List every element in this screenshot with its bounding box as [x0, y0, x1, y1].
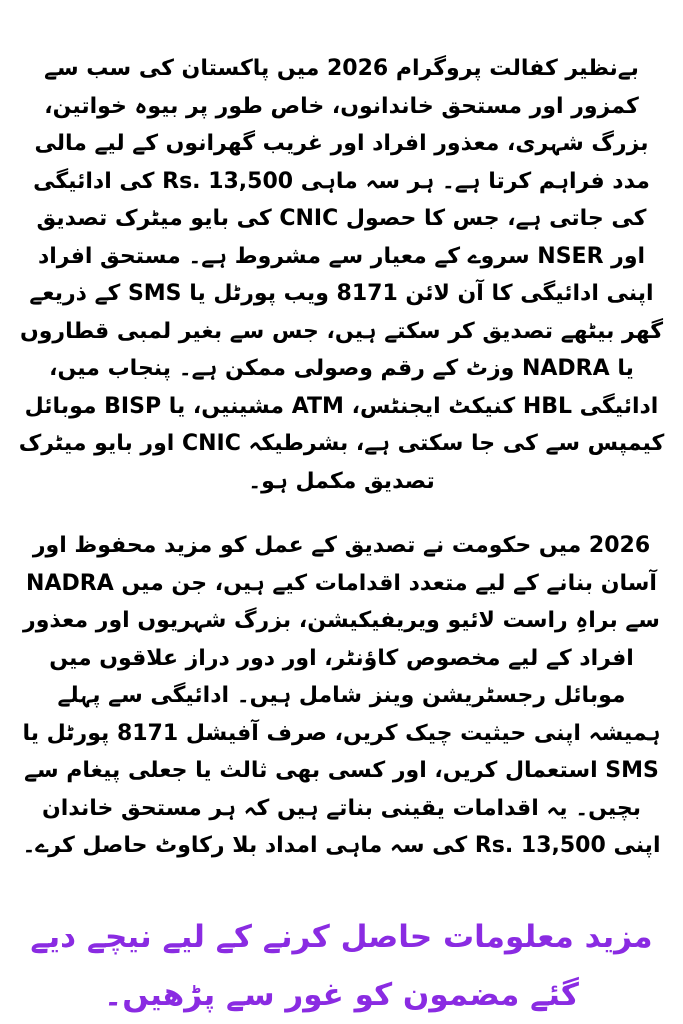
- read-more-callout: مزید معلومات حاصل کرنے کے لیے نیچے دیے گئے مضمون کو غور سے پڑھیں۔: [30, 919, 653, 1013]
- article-paragraph-2: 2026 میں حکومت نے تصدیق کے عمل کو مزید محفوظ اور آسان بنانے کے لیے متعدد اقدامات کیے ہیں، جن میں NADRA سے براہِ راست لائیو ویریفیکیشن، بزرگ شہریوں اور معذور افراد کے لیے مخصوص کاؤنٹر، اور دور دراز علاقوں میں موبائل رجسٹریشن وینز شامل ہیں۔ ادائیگی سے پہلے ہمیشہ اپنی حیثیت چیک کریں، صرف آفیشل 8171 پورٹل یا SMS استعمال کریں، اور کسی بھی ثالث یا جعلی پیغام سے بچیں۔ یہ اقدامات یقینی بناتے ہیں کہ ہر مستحق خاندان اپنی Rs. 13,500 کی سہ ماہی امداد بلا رکاوٹ حاصل کرے۔: [22, 533, 661, 858]
- article-paragraph-1: بےنظیر کفالت پروگرام 2026 میں پاکستان کی سب سے کمزور اور مستحق خاندانوں، خاص طور پر بیوہ خواتین، بزرگ شہری، معذور افراد اور غریب گھرانوں کے لیے مالی مدد فراہم کرتا ہے۔ ہر سہ ماہی Rs. 13,500 کی ادائیگی کی جاتی ہے، جس کا حصول CNIC کی بایو میٹرک تصدیق اور NSER سروے کے معیار سے مشروط ہے۔ مستحق افراد اپنی ادائیگی کا آن لائن 8171 ویب پورٹل یا SMS کے ذریعے گھر بیٹھے تصدیق کر سکتے ہیں، جس سے بغیر لمبی قطاروں یا NADRA وزٹ کے رقم وصولی ممکن ہے۔ پنجاب میں، ادائیگی HBL کنیکٹ ایجنٹس، ATM مشینیں، یا BISP موبائل کیمپس سے کی جا سکتی ہے، بشرطیکہ CNIC اور بایو میٹرک تصدیق مکمل ہو۔: [18, 56, 665, 494]
